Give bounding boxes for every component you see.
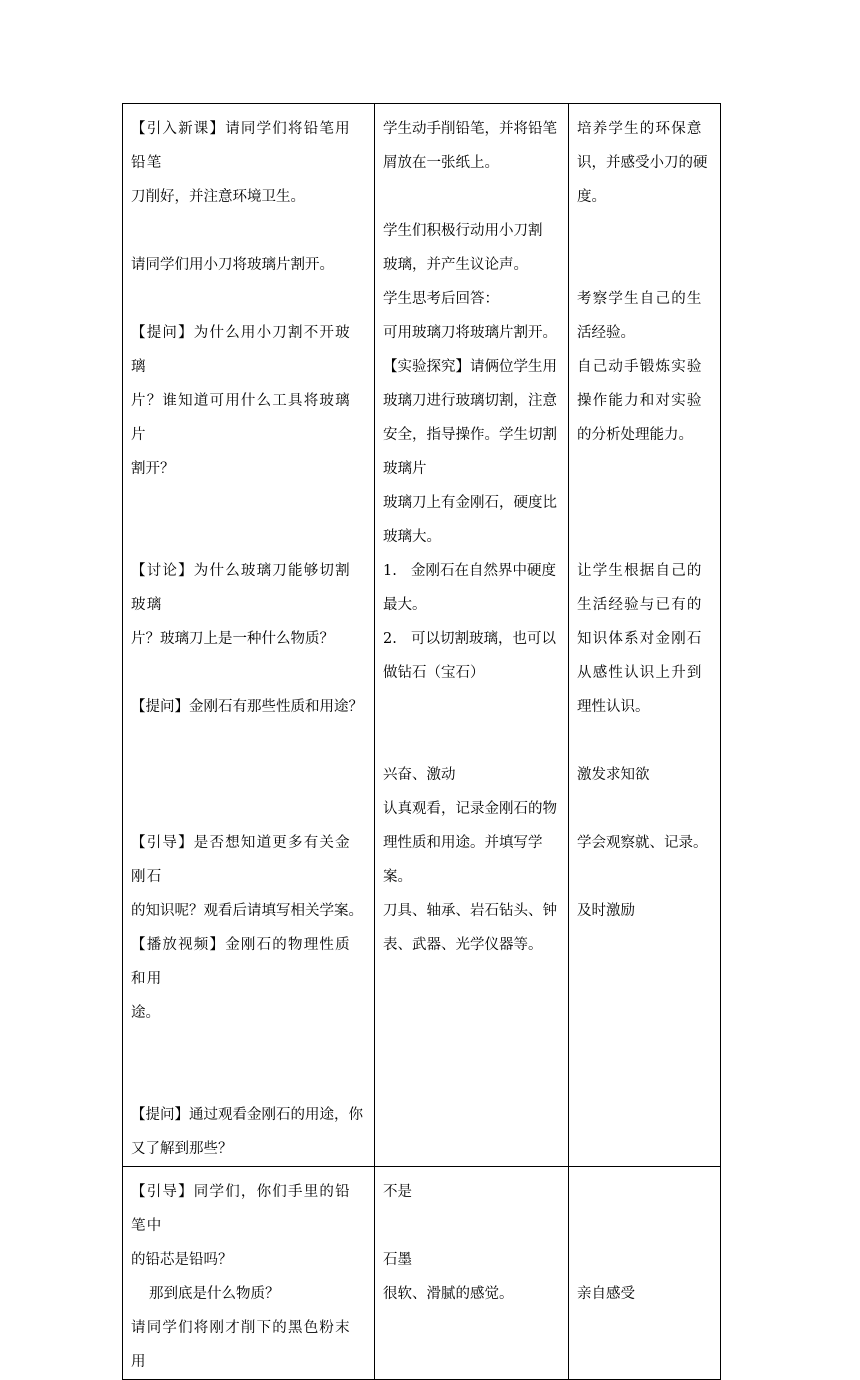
text-line: 知识体系对金刚石	[577, 631, 703, 647]
text-line: 片？玻璃刀上是一种什么物质？	[131, 631, 334, 647]
student-activity-cell	[375, 1167, 569, 1380]
text-line: 学会观察就、记录。	[577, 835, 708, 851]
text-line: 自己动手锻炼实验	[577, 359, 703, 375]
text-line: 玻璃片	[383, 461, 427, 477]
blank-line	[131, 724, 366, 758]
text-line: 玻璃刀上有金刚石，硬度比	[383, 495, 557, 511]
text-line: 的分析处理能力。	[577, 427, 693, 443]
text-line: 表、武器、光学仪器等。	[383, 937, 543, 953]
blank-line	[577, 486, 712, 520]
text-line: 途。	[131, 1005, 160, 1021]
text-line: 【提问】金刚石有那些性质和用途？	[131, 699, 363, 715]
blank-line	[577, 724, 712, 758]
text-line: 【引导】同学们，你们手里的铅笔中	[131, 1184, 351, 1234]
text-line: 可用玻璃刀将玻璃片割开。	[383, 325, 557, 341]
text-line: 激发求知欲	[577, 767, 650, 783]
blank-line	[577, 214, 712, 248]
blank-line	[577, 520, 712, 554]
blank-line	[131, 656, 366, 690]
lesson-plan-table	[122, 103, 721, 1380]
blank-line	[383, 690, 560, 724]
blank-line	[577, 792, 712, 826]
student-activity-cell	[375, 104, 569, 1167]
text-line: 考察学生自己的生	[577, 291, 703, 307]
text-line: 刀具、轴承、岩石钻头、钟	[383, 903, 557, 919]
text-line: 识，并感受小刀的硬	[577, 155, 708, 171]
text-line: 请同学们将刚才削下的黑色粉末用	[131, 1320, 351, 1370]
blank-line	[131, 520, 366, 554]
text-line: 的知识呢？观看后请填写相关学案。	[131, 903, 363, 919]
table-row	[123, 104, 721, 1167]
text-line: 片？谁知道可用什么工具将玻璃片	[131, 393, 351, 443]
teacher-activity-cell	[123, 104, 375, 1167]
text-line: 培养学生的环保意	[577, 121, 703, 137]
text-line: 【讨论】为什么玻璃刀能够切割玻璃	[131, 563, 351, 613]
text-line: 玻璃大。	[383, 529, 441, 545]
blank-line	[131, 214, 366, 248]
text-line: 石墨	[383, 1252, 412, 1268]
text-line: 请同学们用小刀将玻璃片割开。	[131, 257, 334, 273]
text-line: 案。	[383, 869, 412, 885]
text-line: 学生们积极行动用小刀割	[383, 223, 543, 239]
text-line: 生活经验与已有的	[577, 597, 703, 613]
list-text: 金刚石在自然界中硬度	[411, 563, 556, 579]
text-line: 【提问】为什么用小刀割不开玻璃	[131, 325, 351, 375]
text-line: 及时激励	[577, 903, 635, 919]
list-item	[383, 554, 560, 588]
list-text-continued: 最大。	[383, 597, 427, 613]
text-line: 安全，指导操作。学生切割	[383, 427, 557, 443]
blank-line	[131, 792, 366, 826]
text-line: 【引入新课】请同学们将铅笔用铅笔	[131, 121, 351, 171]
text-line: 又了解到那些？	[131, 1141, 233, 1157]
text-line: 认真观看，记录金刚石的物	[383, 801, 557, 817]
text-line: 不是	[383, 1184, 412, 1200]
text-line: 兴奋、激动	[383, 767, 456, 783]
text-line: 那到底是什么物质？	[149, 1286, 280, 1302]
blank-line	[383, 724, 560, 758]
text-line: 理性质和用途。并填写学	[383, 835, 543, 851]
blank-line	[577, 1175, 712, 1209]
text-line: 【实验探究】请俩位学生用	[383, 359, 557, 375]
text-line: 【提问】通过观看金刚石的用途，你	[131, 1107, 363, 1123]
text-line: 操作能力和对实验	[577, 393, 703, 409]
text-line: 从感性认识上升到	[577, 665, 703, 681]
blank-line	[131, 758, 366, 792]
list-number: 2.	[383, 631, 397, 647]
text-line: 玻璃刀进行玻璃切割，注意	[383, 393, 557, 409]
text-line: 屑放在一张纸上。	[383, 155, 499, 171]
blank-line	[383, 1209, 560, 1243]
design-intent-cell	[569, 1167, 721, 1380]
text-line: 割开？	[131, 461, 175, 477]
text-line: 【引导】是否想知道更多有关金刚石	[131, 835, 351, 885]
text-line: 学生思考后回答：	[383, 291, 499, 307]
blank-line	[131, 486, 366, 520]
blank-line	[131, 1030, 366, 1064]
text-line: 亲自感受	[577, 1286, 635, 1302]
text-line: 【播放视频】金刚石的物理性质和用	[131, 937, 351, 987]
blank-line	[577, 1209, 712, 1243]
blank-line	[577, 1243, 712, 1277]
list-number: 1.	[383, 563, 397, 579]
blank-line	[131, 282, 366, 316]
blank-line	[577, 860, 712, 894]
text-line: 度。	[577, 189, 606, 205]
design-intent-cell	[569, 104, 721, 1167]
text-line: 理性认识。	[577, 699, 650, 715]
text-line: 很软、滑腻的感觉。	[383, 1286, 514, 1302]
text-line: 让学生根据自己的	[577, 563, 703, 579]
text-line: 的铅芯是铅吗？	[131, 1252, 233, 1268]
text-line: 刀削好，并注意环境卫生。	[131, 189, 305, 205]
text-line: 玻璃，并产生议论声。	[383, 257, 528, 273]
blank-line	[577, 248, 712, 282]
blank-line	[383, 180, 560, 214]
list-text-continued: 做钻石（宝石）	[383, 665, 485, 681]
blank-line	[131, 1064, 366, 1098]
teacher-activity-cell	[123, 1167, 375, 1380]
list-item	[383, 622, 560, 656]
list-text: 可以切割玻璃，也可以	[411, 631, 556, 647]
text-line: 活经验。	[577, 325, 635, 341]
table-row	[123, 1167, 721, 1380]
blank-line	[577, 452, 712, 486]
text-line: 学生动手削铅笔，并将铅笔	[383, 121, 557, 137]
